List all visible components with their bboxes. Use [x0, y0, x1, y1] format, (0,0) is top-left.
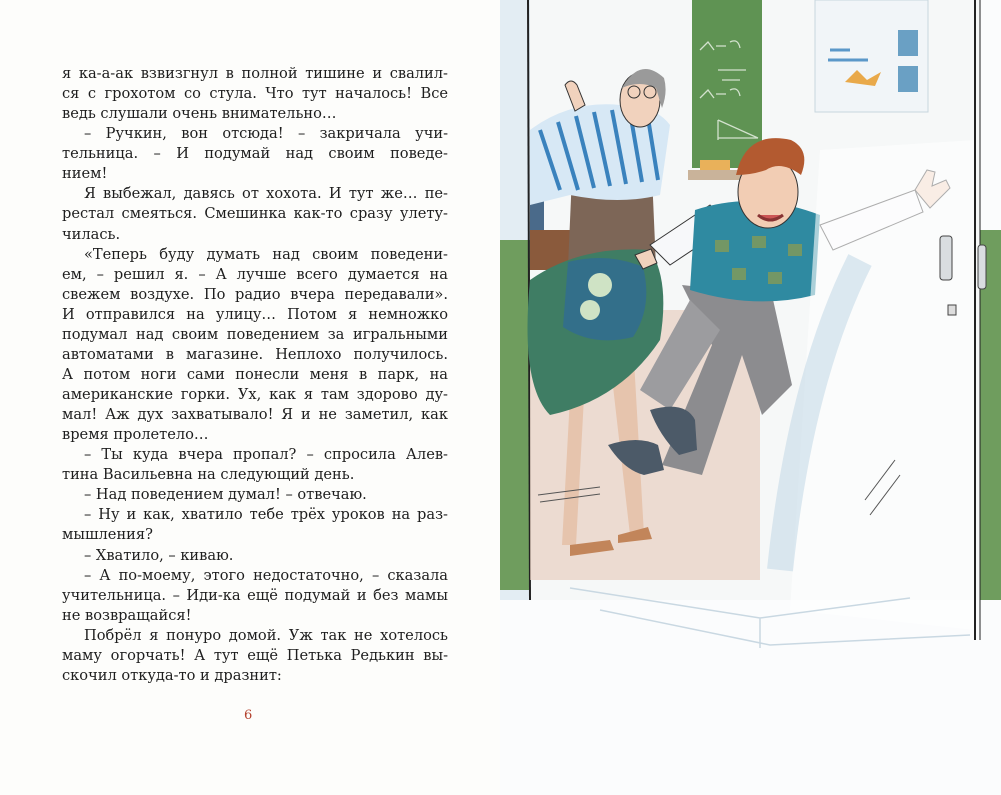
text-line: учительница. – Иди-ка ещё подумай и без мамы: [62, 586, 448, 604]
text-line: чилась.: [62, 225, 121, 243]
text-line: я ка-а-ак взвизгнул в полной тишине и свалил-: [62, 65, 448, 82]
text-line: мышления?: [62, 526, 153, 544]
text-line: не возвращайся!: [62, 606, 192, 624]
text-line: американские горки. Ух, как я там здорово ду-: [62, 386, 448, 403]
text-line: ся с грохотом со стула. Что тут началось! Все: [62, 85, 448, 103]
page-number: 6: [244, 708, 253, 723]
text-line: Побрёл я понуро домой. Уж так не хотелось: [84, 626, 448, 644]
text-line: ем, – решил я. – А лучше всего думается на: [62, 265, 448, 283]
text-line: мал! Аж дух захватывало! Я и не заметил, как: [62, 406, 448, 424]
text-line: время пролетело…: [62, 426, 209, 444]
story-text: [62, 64, 448, 686]
text-line: автоматами в магазине. Неплохо получилось.: [62, 345, 448, 363]
text-line: ведь слушали очень внимательно…: [62, 105, 337, 123]
text-line: маму огорчать! А тут ещё Петька Редькин вы-: [62, 646, 448, 664]
text-line: свежем воздухе. По радио вчера передавали».: [62, 285, 448, 303]
illustration-page: [500, 0, 1001, 795]
text-line: – Над поведением думал! – отвечаю.: [84, 486, 367, 504]
text-line: – Ручкин, вон отсюда! – закричала учи-: [84, 125, 448, 143]
text-line: тина Васильевна на следующий день.: [62, 466, 355, 484]
text-line: А потом ноги сами понесли меня в парк, на: [62, 365, 448, 383]
text-line: – Ну и как, хватило тебе трёх уроков на раз-: [84, 506, 448, 524]
illustration-boy-running-from-classroom: [500, 0, 1001, 795]
left-page: [0, 0, 500, 795]
door-handle: [940, 236, 952, 280]
text-line: Я выбежал, давясь от хохота. И тут же… пе-: [84, 185, 448, 203]
text-line: скочил откуда-то и дразнит:: [62, 666, 282, 684]
text-line: тельница. – И подумай над своим поведе-: [62, 145, 448, 163]
text-line: И отправился на улицу… Потом я немножко: [62, 305, 448, 323]
wall-green-left: [500, 240, 530, 590]
chalkboard: [692, 0, 762, 168]
text-line: подумал над своим поведением за игральными: [62, 325, 448, 343]
text-line: – А по-моему, этого недостаточно, – сказала: [84, 566, 448, 584]
text-line: рестал смеяться. Смешинка как-то сразу улету-: [62, 205, 448, 223]
text-line: «Теперь буду думать над своим поведени-: [84, 245, 448, 263]
text-line: нием!: [62, 165, 108, 183]
text-line: – Хватило, – киваю.: [84, 546, 234, 564]
text-line: – Ты куда вчера пропал? – спросила Алев-: [84, 446, 448, 464]
